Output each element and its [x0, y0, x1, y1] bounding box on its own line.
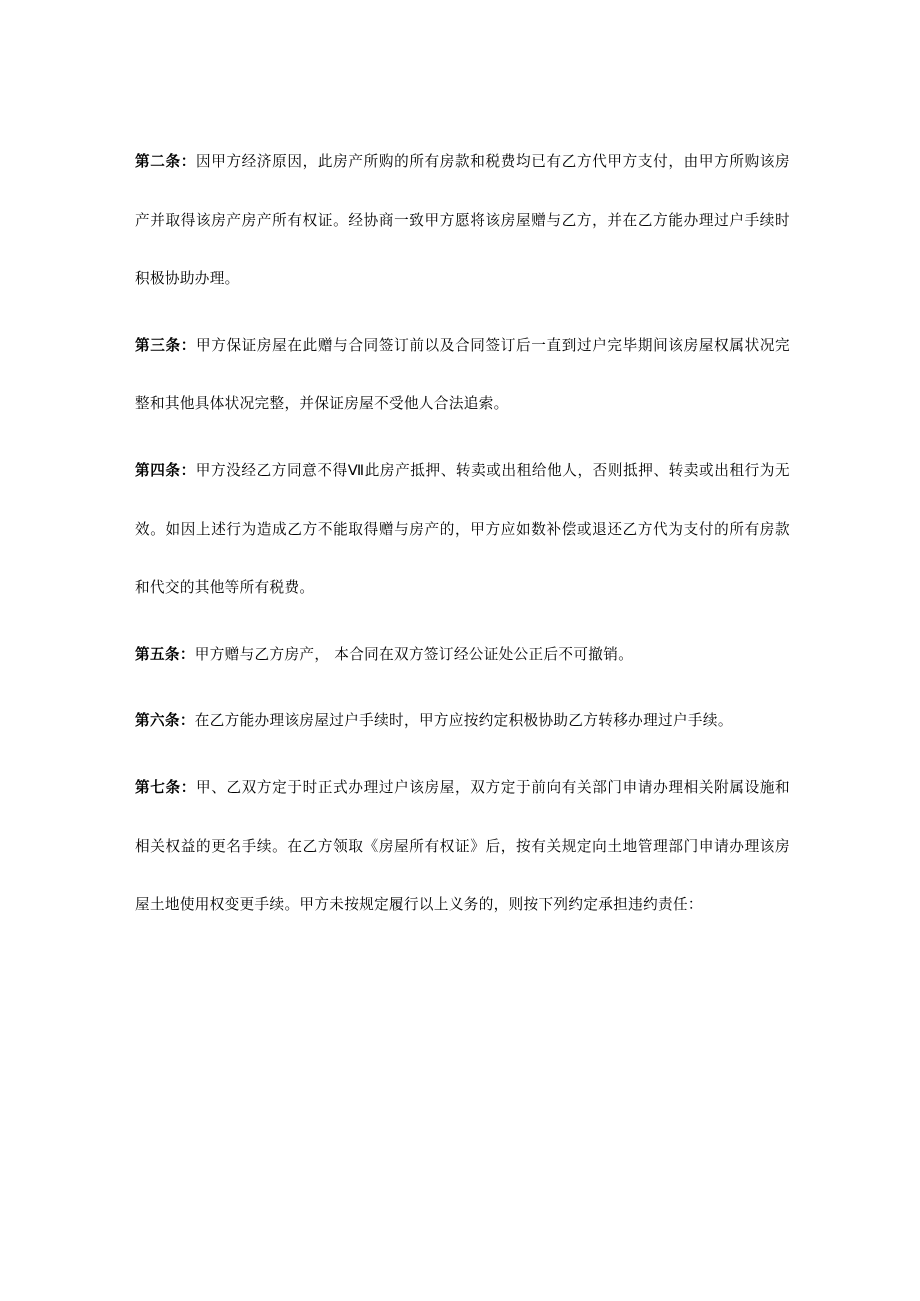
- article-label: 第七条：: [135, 778, 196, 796]
- article-3: [135, 317, 790, 434]
- article-text: 甲、乙双方定于时正式办理过户该房屋，双方定于前向有关部门申请办理相关附属设施和相关权益的更名手续。在乙方领取《房屋所有权证》后，按有关规定向土地管理部门申请办理该房屋土地使用权变更手续。甲方未按规定履行以上义务的，则按下列约定承担违约责任：: [135, 778, 791, 914]
- article-label: 第六条：: [135, 712, 195, 730]
- article-label: 第五条：: [135, 645, 195, 663]
- article-text: 甲方保证房屋在此赠与合同签订前以及合同签订后一直到过户完毕期间该房屋权属状况完整和其他具体状况完整，并保证房屋不受他人合法追索。: [135, 336, 791, 413]
- article-text: 在乙方能办理该房屋过户手续时，甲方应按约定积极协助乙方转移办理过户手续。: [194, 712, 733, 730]
- article-label: 第四条：: [135, 461, 196, 479]
- article-label: 第二条：: [135, 153, 196, 170]
- contract-body: [135, 133, 790, 943]
- article-text: 甲方赠与乙方房产， 本合同在双方签订经公证处公正后不可撤销。: [194, 645, 634, 663]
- article-2: [135, 133, 790, 309]
- article-4: [135, 442, 790, 618]
- article-label: 第三条：: [135, 336, 196, 354]
- article-text: 因甲方经济原因，此房产所购的所有房款和税费均已有乙方代甲方支付，由甲方所购该房产并取得该房产房产所有权证。经协商一致甲方愿将该房屋赠与乙方，并在乙方能办理过户手续时积极协助办理。: [135, 153, 791, 288]
- article-5: [135, 626, 790, 685]
- article-6: [135, 692, 790, 751]
- article-7: [135, 759, 790, 935]
- article-text: 甲方没经乙方同意不得Ⅶ此房产抵押、转卖或出租给他人，否则抵押、转卖或出租行为无效。如因上述行为造成乙方不能取得赠与房产的，甲方应如数补偿或退还乙方代为支付的所有房款和代交的其他等所有税费。: [135, 461, 790, 597]
